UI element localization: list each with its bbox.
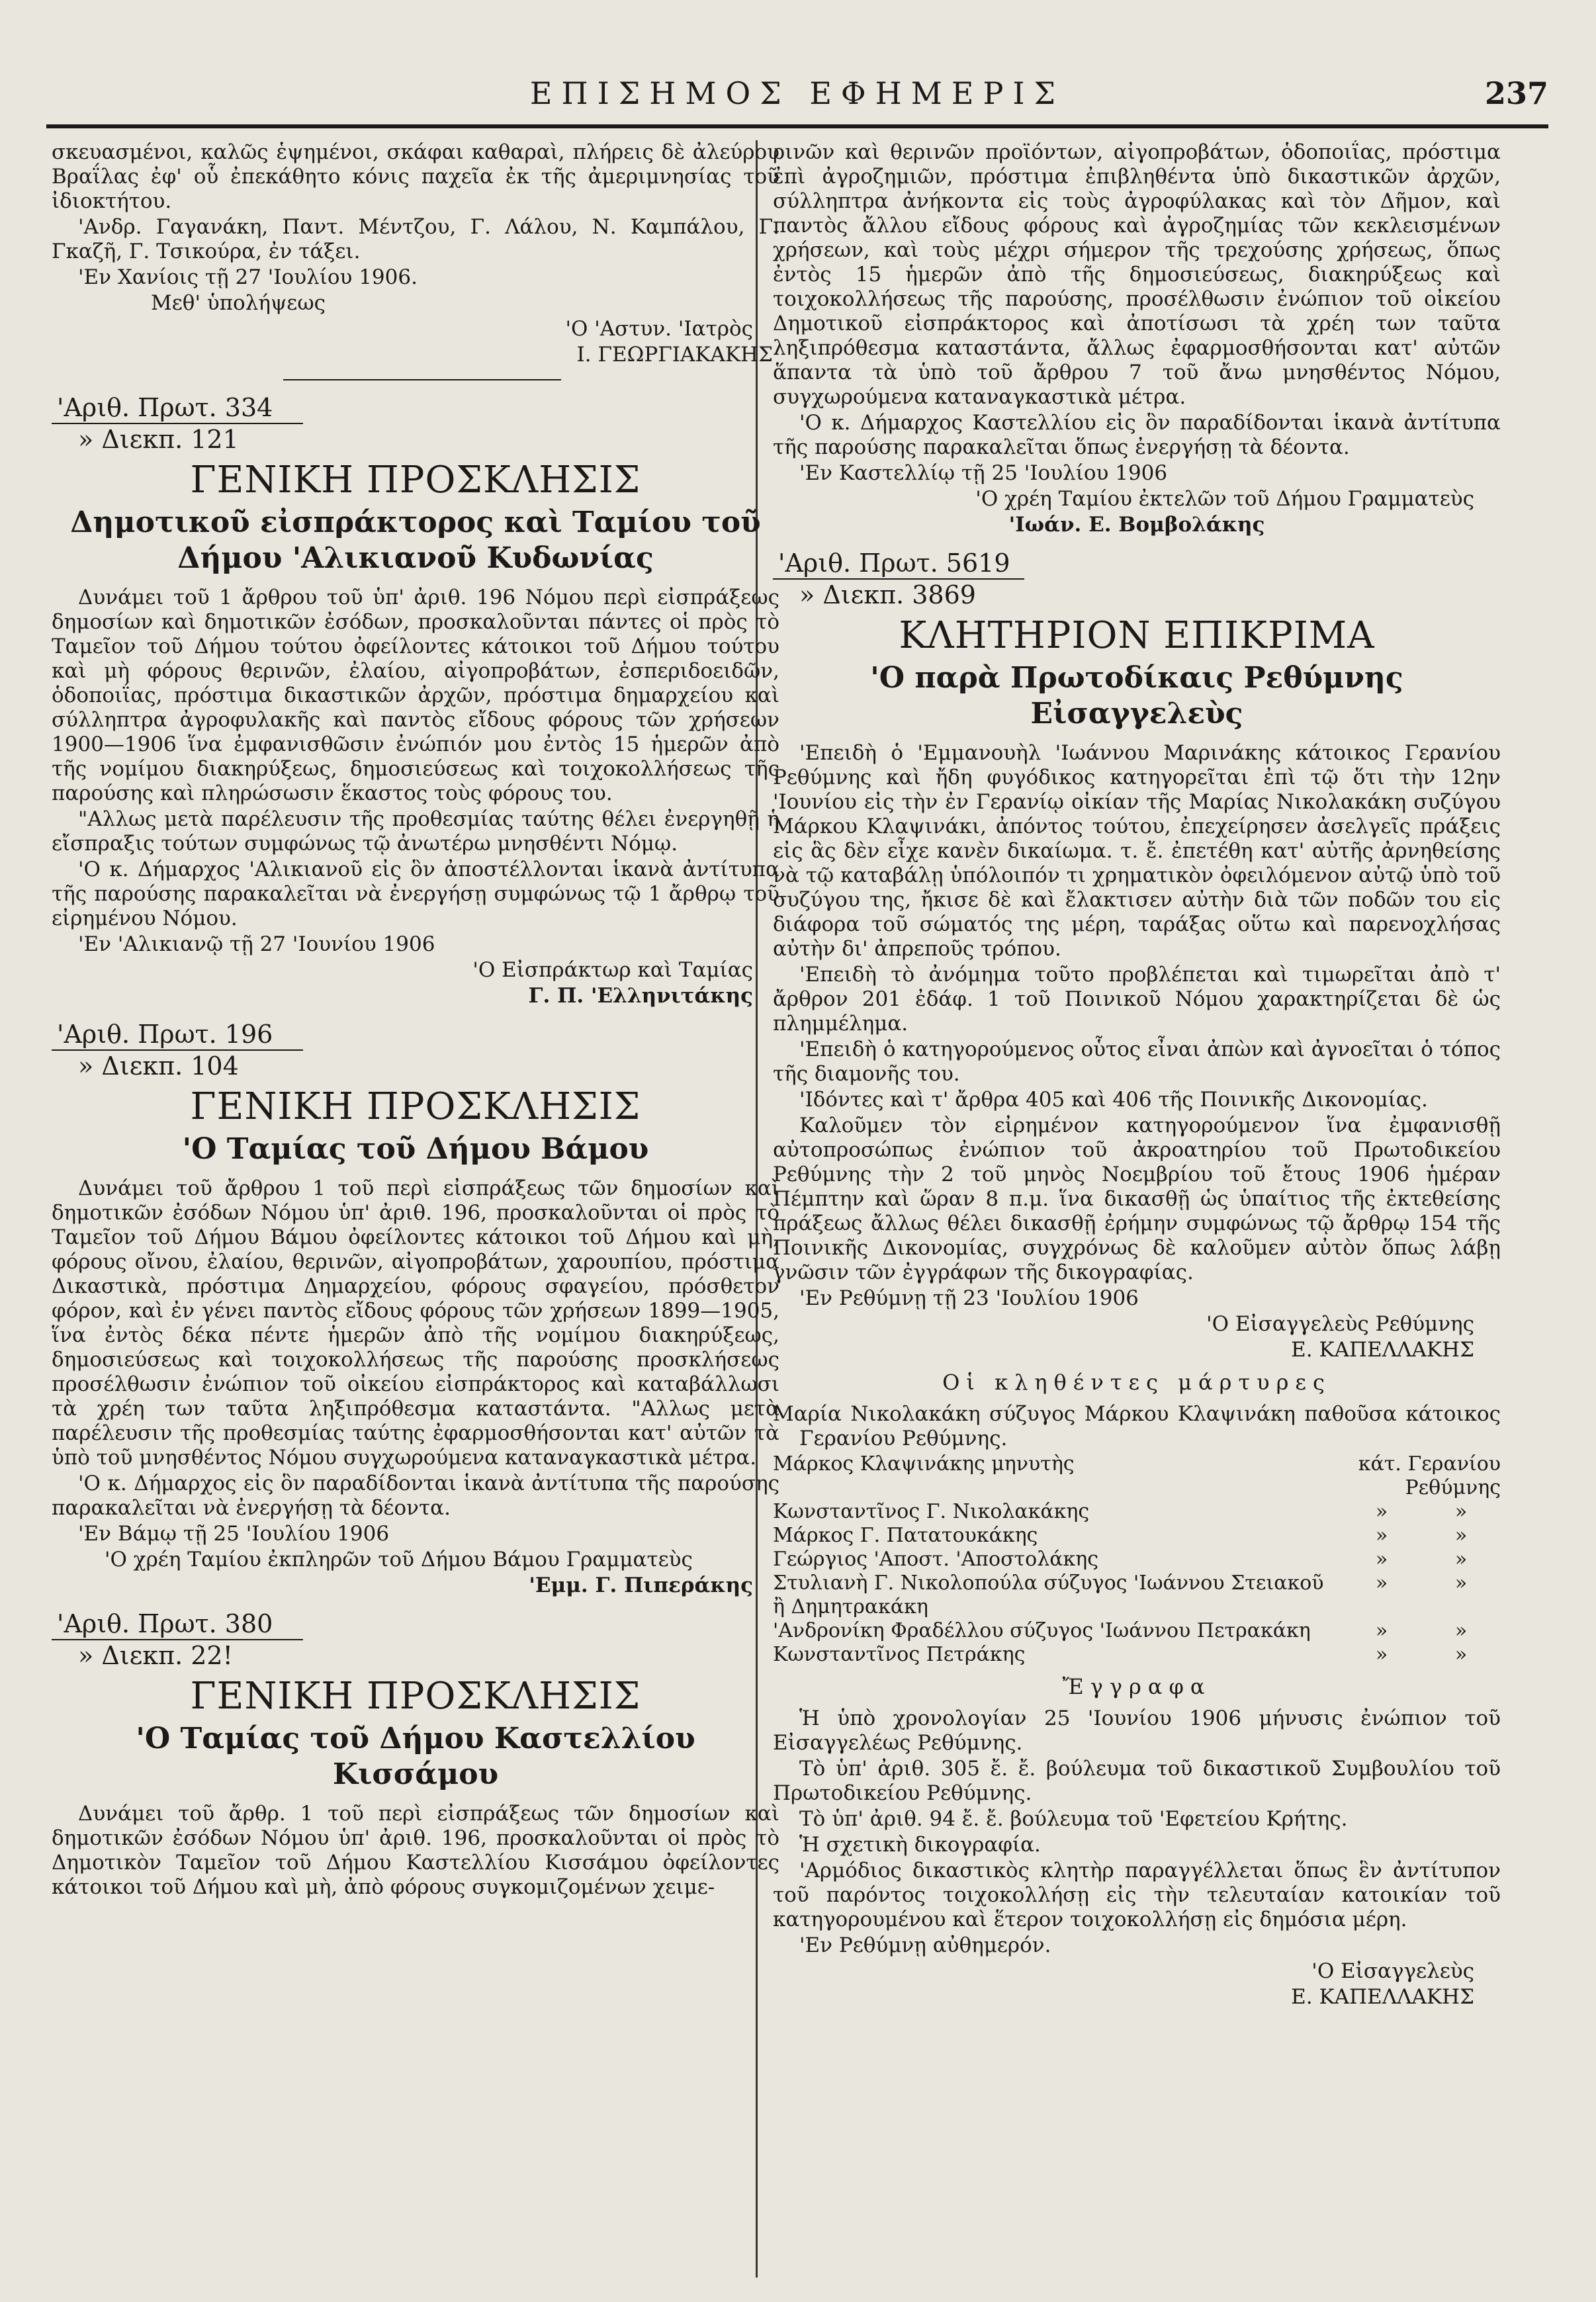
witness-name: Μάρκος Κλαψινάκης μηνυτὴς (773, 1452, 1075, 1476)
signer-name: Ι. ΓΕΩΡΓΙΑΚΑΚΗΣ (576, 343, 773, 367)
protocol-number: 'Αριθ. Πρωτ. 334 (57, 393, 273, 422)
gazette-title: ΕΠΙΣΗΜΟΣ ΕΦΗΜΕΡΙΣ (529, 75, 1065, 111)
notice-paragraph: 'Επειδὴ ὁ κατηγορούμενος οὗτος εἶναι ἀπὼν καὶ ἀγνοεῖται ὁ τόπος τῆς διαμονῆς του. (773, 1038, 1501, 1086)
notice-subheading: 'Ο παρὰ Πρωτοδίκαις Ρεθύμνης Εἰσαγγελεὺς (870, 661, 1403, 730)
notice-paragraph: Δυνάμει τοῦ ἄρθρ. 1 τοῦ περὶ εἰσπράξεως τῶν δημοσίων καὶ δημοτικῶν ἐσόδων Νόμου ὑπ' ἀριθ. 196, προσκαλοῦνται οἱ πρὸς τὸ Δημοτικὸν Ταμεῖον τοῦ Δήμου Καστελλίου Κισσάμου ὀφείλοντες κάτοικοι τοῦ Δήμου καὶ μὴ, ἀπὸ φόρους συγκομιζομένων χειμε- (52, 1802, 779, 1899)
witness-first: Μαρία Νικολακάκη σύζυγος Μάρκου Κλαψινάκη παθοῦσα κάτοικος Γερανίου Ρεθύμνης. (773, 1402, 1501, 1450)
left-column (52, 140, 779, 2278)
signer-name: 'Εμμ. Γ. Πιπεράκης (529, 1573, 753, 1597)
witness-row (773, 1524, 1501, 1548)
ditto-mark: » (1454, 1643, 1468, 1666)
document-item: 'Αρμόδιος δικαστικὸς κλητὴρ παραγγέλλεται ὅπως ἓν ἀντίτυπον τοῦ παρόντος τοιχοκολλήσῃ εἰς τὴν τελευταίαν κατοικίαν τοῦ κατηγορουμένου καὶ ἕτερον τοιχοκολλήσῃ εἰς δημόσια μέρη. (773, 1859, 1501, 1931)
signer-name: Ε. ΚΑΠΕΛΛΑΚΗΣ (1291, 1338, 1474, 1362)
closing-salutation: Μεθ' ὑπολήψεως (151, 291, 326, 315)
place-date: 'Εν Ρεθύμνῃ τῇ 23 'Ιουλίου 1906 (799, 1286, 1139, 1310)
ditto-mark: » (1454, 1619, 1468, 1642)
dispatch-number: » Διεκπ. 3869 (799, 580, 976, 609)
place-date: 'Εν 'Αλικιανῷ τῇ 27 'Ιουνίου 1906 (78, 932, 435, 956)
ditto-mark: » (1375, 1619, 1388, 1642)
page-header (46, 64, 1548, 128)
ditto-mark: » (1375, 1572, 1388, 1595)
notice-heading: ΚΛΗΤΗΡΙΟΝ ΕΠΙΚΡΙΜΑ (899, 614, 1375, 657)
notice-alikianou (52, 392, 779, 1008)
protocol-number: 'Αριθ. Πρωτ. 5619 (778, 549, 1010, 578)
notice-subheading: 'Ο Ταμίας τοῦ Δήμου Βάμου (182, 1132, 649, 1166)
document-item: Τὸ ὑπ' ἀριθ. 305 ἔ. ἔ. βούλευμα τοῦ δικαστικοῦ Συμβουλίου τοῦ Πρωτοδικείου Ρεθύμνης. (773, 1757, 1501, 1805)
witness-name: Στυλιανὴ Γ. Νικολοπούλα σύζυγος 'Ιωάννου Στειακοῦ ἢ Δημητρακάκη (773, 1572, 1324, 1618)
dispatch-number: » Διεκπ. 104 (78, 1051, 239, 1081)
document-item: Τὸ ὑπ' ἀριθ. 94 ἔ. ἔ. βούλευμα τοῦ 'Εφετείου Κρήτης. (799, 1807, 1348, 1831)
notice-heading: ΓΕΝΙΚΗ ΠΡΟΣΚΛΗΣΙΣ (190, 459, 641, 502)
witness-name: Κωνσταντῖνος Πετράκης (773, 1643, 1026, 1666)
ditto-mark: » (1454, 1572, 1468, 1595)
ditto-mark: » (1375, 1524, 1388, 1547)
section-rule (283, 379, 561, 380)
notice-paragraph: Δυνάμει τοῦ 1 ἄρθρου τοῦ ὑπ' ἀριθ. 196 Νόμου περὶ εἰσπράξεως δημοσίων καὶ δημοτικῶν ἐσόδων, προσκαλοῦνται πάντες οἱ πρὸς τὸ Ταμεῖον τοῦ Δήμου τούτου ὀφείλοντες κάτοικοι τοῦ Δήμου τούτου καὶ μὴ φόρους θερινῶν, ἐλαίου, αἰγοπροβάτων, ἐσπεριδοειδῶν, ὁδοποιΐας, πρόστιμα δικαστικῶν ἀρχῶν, πρόστιμα δημαρχείου καὶ σύλληπτρα ἀγροφυλακῆς καὶ παντὸς εἴδους φόρους τῶν χρήσεων 1900—1906 ἵνα ἐμφανισθῶσιν ἐνώπιόν μου ἐντὸς 15 ἡμερῶν ἀπὸ τῆς νομίμου διακηρύξεως, δημοσιεύσεως καὶ τοιχοκολλήσεως τῆς παρούσης καὶ πληρώσωσιν ἕκαστος τοὺς φόρους του. (52, 586, 779, 805)
documents-title: Ἔγγραφα (1062, 1674, 1212, 1699)
notice-heading: ΓΕΝΙΚΗ ΠΡΟΣΚΛΗΣΙΣ (190, 1085, 641, 1128)
notice-paragraph: Καλοῦμεν τὸν εἰρημένον κατηγορούμενον ἵνα ἐμφανισθῇ αὐτοπροσώπως ἐνώπιον τοῦ ἀκροατηρίου τοῦ Πρωτοδικείου Ρεθύμνης τὴν 2 τοῦ μηνὸς Νοεμβρίου τοῦ ἔτους 1906 ἡμέραν Πέμπτην καὶ ὥραν 8 π.μ. ἵνα δικασθῇ ὡς ὑπαίτιος τῆς ἐκτεθείσης πράξεως ἄλλως θέλει δικασθῇ ἐρήμην συμφώνως τῷ ἄρθρῳ 154 τῆς Ποινικῆς Δικονομίας, συγχρόνως δὲ καλοῦμεν αὐτὸν ὅπως λάβῃ γνῶσιν τῶν ἐγγράφων τῆς δικογραφίας. (773, 1114, 1501, 1284)
notice-paragraph: 'Επειδὴ ὁ 'Εμμανουὴλ 'Ιωάννου Μαρινάκης κάτοικος Γερανίου Ρεθύμνης καὶ ἤδη φυγόδικος κατηγορεῖται ἐπὶ τῷ ὅτι τὴν 12ην 'Ιουνίου εἰς τὴν ἐν Γερανίῳ οἰκίαν τῆς Μαρίας Νικολακάκη συζύγου Μάρκου Κλαψινάκι, ἀπόντος τούτου, ἐπεχείρησεν ἀσελγεῖς πράξεις εἰς ἃς δὲν εἶχε κανὲν δικαίωμα. τ. ἔ. ἐπετέθη κατ' αὐτῆς ἀρνηθείσης νὰ τῷ καταβάλῃ ὑπόλοιπόν τι χρηματικὸν ὀφειλόμενον αὐτῷ ὑπὸ τοῦ συζύγου της, ἤκισε δὲ καὶ ἔλακτισεν αὐτὴν διὰ τῶν ποδῶν του εἰς διάφορα τοῦ σώματός της μέρη, ταράξας οὕτω καὶ παρενοχλήσας αὐτὴν δι' ἀπρεποῦς τρόπου. (773, 741, 1501, 961)
notice-paragraph: "Αλλως μετὰ παρέλευσιν τῆς προθεσμίας ταύτης θέλει ἐνεργηθῇ ἡ εἴσπραξις τούτων συμφώνως τῷ ἀνωτέρω μνησθέντι Νόμῳ. (52, 807, 779, 856)
ditto-mark: » (1454, 1548, 1468, 1571)
continued-paragraph: 'Ο κ. Δήμαρχος Καστελλίου εἰς ὃν παραδίδονται ἱκανὰ ἀντίτυπα τῆς παρούσης παρακαλεῖται ὅπως ἐνεργήσῃ τὰ δέοντα. (773, 411, 1501, 459)
place-date: 'Εν Καστελλίῳ τῇ 25 'Ιουλίου 1906 (799, 461, 1168, 485)
witness-name: Γεώργιος 'Αποστ. 'Αποστολάκης (773, 1548, 1099, 1571)
witness-row (773, 1548, 1501, 1572)
ditto-mark: » (1375, 1500, 1388, 1523)
notice-kastelliou (52, 1609, 779, 1900)
notice-subheading: 'Ο Ταμίας τοῦ Δήμου Καστελλίου Κισσάμου (136, 1722, 695, 1791)
witness-row (773, 1572, 1501, 1619)
place-date: 'Εν Ρεθύμνῃ αὐθημερόν. (799, 1933, 1051, 1957)
ditto-mark: » (1375, 1643, 1388, 1666)
witnesses-title: Οἱ κληθέντες μάρτυρες (942, 1370, 1331, 1395)
dispatch-number: » Διεκπ. 121 (78, 425, 239, 454)
witness-row (773, 1500, 1501, 1524)
notice-paragraph: 'Επειδὴ τὸ ἀνόμημα τοῦτο προβλέπεται καὶ τιμωρεῖται ἀπὸ τ' ἄρθρον 201 ἐδάφ. 1 τοῦ Ποινικοῦ Νόμου χαρακτηρίζεται δὲ ὡς πλημμέλημα. (773, 963, 1501, 1036)
witness-row (773, 1452, 1501, 1500)
notice-paragraph: Δυνάμει τοῦ ἄρθρου 1 τοῦ περὶ εἰσπράξεως τῶν δημοσίων καὶ δημοτικῶν ἐσόδων Νόμου ὑπ' ἀριθ. 196, προσκαλοῦνται οἱ πρὸς τὸ Ταμεῖον τοῦ Δήμου Βάμου ὀφείλοντες κάτοικοι τοῦ Δήμου καὶ μὴ, φόρους οἴνου, ἐλαίου, θερινῶν, αἰγοπροβάτων, χαρουπίου, πρόστιμα Δικαστικὰ, πρόστιμα Δημαρχείου, φόρους σφαγείου, πρόσθετον φόρον, καὶ ἐν γένει παντὸς εἴδους φόρους τῶν χρήσεων 1899—1905, ἵνα ἐντὸς δέκα πέντε ἡμερῶν ἀπὸ τῆς νομίμου διακηρύξεως, δημοσιεύσεως καὶ τοιχοκολλήσεως τῆς παρούσης προσκλήσεως προσέλθωσιν ἐνώπιον τοῦ οἰκείου εἰσπράκτορος καὶ καταβάλλωσι τὰ χρέη των ταῦτα ληξιπρόθεσμα καταστάντα. "Αλλως μετὰ παρέλευσιν τῆς προθεσμίας ταύτης ἐφαρμοσθήσονται κατ' αὐτῶν τὰ ὑπὸ τοῦ μνησθέντος Νόμου συγχωρούμενα καταναγκαστικὰ μέτρα. (52, 1176, 779, 1470)
notice-paragraph: 'Ο κ. Δήμαρχος εἰς ὃν παραδίδονται ἱκανὰ ἀντίτυπα τῆς παρούσης παρακαλεῖται νὰ ἐνεργήσῃ τὰ δέοντα. (52, 1472, 779, 1520)
witness-residence: κάτ. Γερανίου Ρεθύμνης (1358, 1452, 1501, 1499)
right-column (773, 140, 1501, 2278)
witness-row (773, 1619, 1501, 1643)
witness-name: Μάρκος Γ. Πατατουκάκης (773, 1524, 1038, 1547)
continued-paragraph: ρινῶν καὶ θερινῶν προϊόντων, αἰγοπροβάτων, ὁδοποιΐας, πρόστιμα ἐπὶ ἀγροζημιῶν, πρόστιμα ἐπιβληθέντα ὑπὸ δικαστικῶν ἀρχῶν, σύλληπτρα ἀνήκοντα εἰς τοὺς ἀγροφύλακας καὶ τὸν Δῆμον, καὶ παντὸς ἄλλου εἴδους φόρους καὶ ἀγροζημίας τῶν κεκλεισμένων χρήσεων, καὶ τοὺς μέχρι σήμερον τῆς τρεχούσης χρήσεως, ὅπως ἐντὸς 15 ἡμερῶν ἀπὸ τῆς δημοσιεύσεως, διακηρύξεως καὶ τοιχοκολλήσεως τῆς παρούσης, προσέλθωσιν ἐνώπιον τοῦ οἰκείου Δημοτικοῦ εἰσπράκτορος καὶ ἀποτίσωσι τὰ χρέη των ταῦτα ληξιπρόθεσμα καταστάντα, ἄλλως ἐφαρμοσθήσονται κατ' αὐτῶν ἅπαντα τὰ ὑπὸ τοῦ ἄρθρου 7 τοῦ ἄνω μνησθέντος Νόμου, συγχωρούμενα καταναγκαστικὰ μέτρα. (773, 140, 1501, 409)
witness-row (773, 1643, 1501, 1667)
signer-role: 'Ο Εἰσπράκτωρ καὶ Ταμίας (472, 958, 753, 982)
signer-role: 'Ο Εἰσαγγελεὺς Ρεθύμνης (1206, 1312, 1474, 1336)
page-number: 237 (1484, 75, 1548, 111)
intro-paragraph: 'Ανδρ. Γαγανάκη, Παντ. Μέντζου, Γ. Λάλου, Ν. Καμπάλου, Γ. Γκαζῆ, Γ. Τσικούρα, ἐν τάξει. (52, 215, 779, 263)
signer-role: 'Ο χρέη Ταμίου ἐκτελῶν τοῦ Δήμου Γραμματεὺς (975, 487, 1474, 511)
document-item: Ἡ σχετικὴ δικογραφία. (799, 1833, 1041, 1857)
witness-name: 'Ανδρονίκη Φραδέλλου σύζυγος 'Ιωάννου Πετρακάκη (773, 1619, 1311, 1642)
protocol-number: 'Αριθ. Πρωτ. 196 (57, 1020, 273, 1049)
intro-paragraph: σκευασμένοι, καλῶς ἑψημένοι, σκάφαι καθαραὶ, πλήρεις δὲ ἀλεύρου Βραΐλας ἐφ' οὗ ἐπεκάθητο κόνις παχεῖα ἐκ τῆς ἀμεριμνησίας τοῦ ἰδιοκτήτου. (52, 140, 779, 213)
signer-name: 'Ιωάν. Ε. Βομβολάκης (1008, 513, 1265, 537)
place-date: 'Εν Χανίοις τῇ 27 'Ιουλίου 1906. (78, 265, 418, 289)
document-item: Ἡ ὑπὸ χρονολογίαν 25 'Ιουνίου 1906 μήνυσις ἐνώπιον τοῦ Εἰσαγγελέως Ρεθύμνης. (773, 1706, 1501, 1755)
signer-role: 'Ο 'Αστυν. 'Ιατρὸς (565, 317, 753, 341)
signer-role: 'Ο Εἰσαγγελεὺς (1311, 1959, 1474, 1983)
witness-table (773, 1452, 1501, 1667)
signer-role: 'Ο χρέη Ταμίου ἐκπληρῶν τοῦ Δήμου Βάμου Γραμματεὺς (105, 1548, 693, 1572)
ditto-mark: » (1454, 1500, 1468, 1523)
ditto-mark: » (1375, 1548, 1388, 1571)
notice-paragraph: 'Ο κ. Δήμαρχος 'Αλικιανοῦ εἰς ὃν ἀποστέλλονται ἱκανὰ ἀντίτυπα τῆς παρούσης παρακαλεῖται νὰ ἐνεργήσῃ συμφώνως τῷ 1 ἄρθρῳ τοῦ εἰρημένου Νόμου. (52, 858, 779, 930)
notice-klitirion (773, 548, 1501, 2010)
protocol-number: 'Αριθ. Πρωτ. 380 (57, 1609, 273, 1638)
dispatch-number: » Διεκπ. 22! (78, 1641, 233, 1670)
notice-subheading: Δημοτικοῦ εἰσπράκτορος καὶ Ταμίου τοῦ Δήμου 'Αλικιανοῦ Κυδωνίας (70, 506, 761, 575)
notice-heading: ΓΕΝΙΚΗ ΠΡΟΣΚΛΗΣΙΣ (190, 1675, 641, 1718)
signer-name: Γ. Π. 'Ελληνιτάκης (528, 984, 753, 1008)
place-date: 'Εν Βάμῳ τῇ 25 'Ιουλίου 1906 (78, 1522, 390, 1546)
ditto-mark: » (1454, 1524, 1468, 1547)
witness-name: Κωνσταντῖνος Γ. Νικολακάκης (773, 1500, 1090, 1523)
notice-paragraph: 'Ιδόντες καὶ τ' ἄρθρα 405 καὶ 406 τῆς Ποινικῆς Δικονομίας. (799, 1088, 1428, 1112)
signer-name: Ε. ΚΑΠΕΛΛΑΚΗΣ (1291, 1985, 1474, 2009)
notice-vamou (52, 1019, 779, 1598)
